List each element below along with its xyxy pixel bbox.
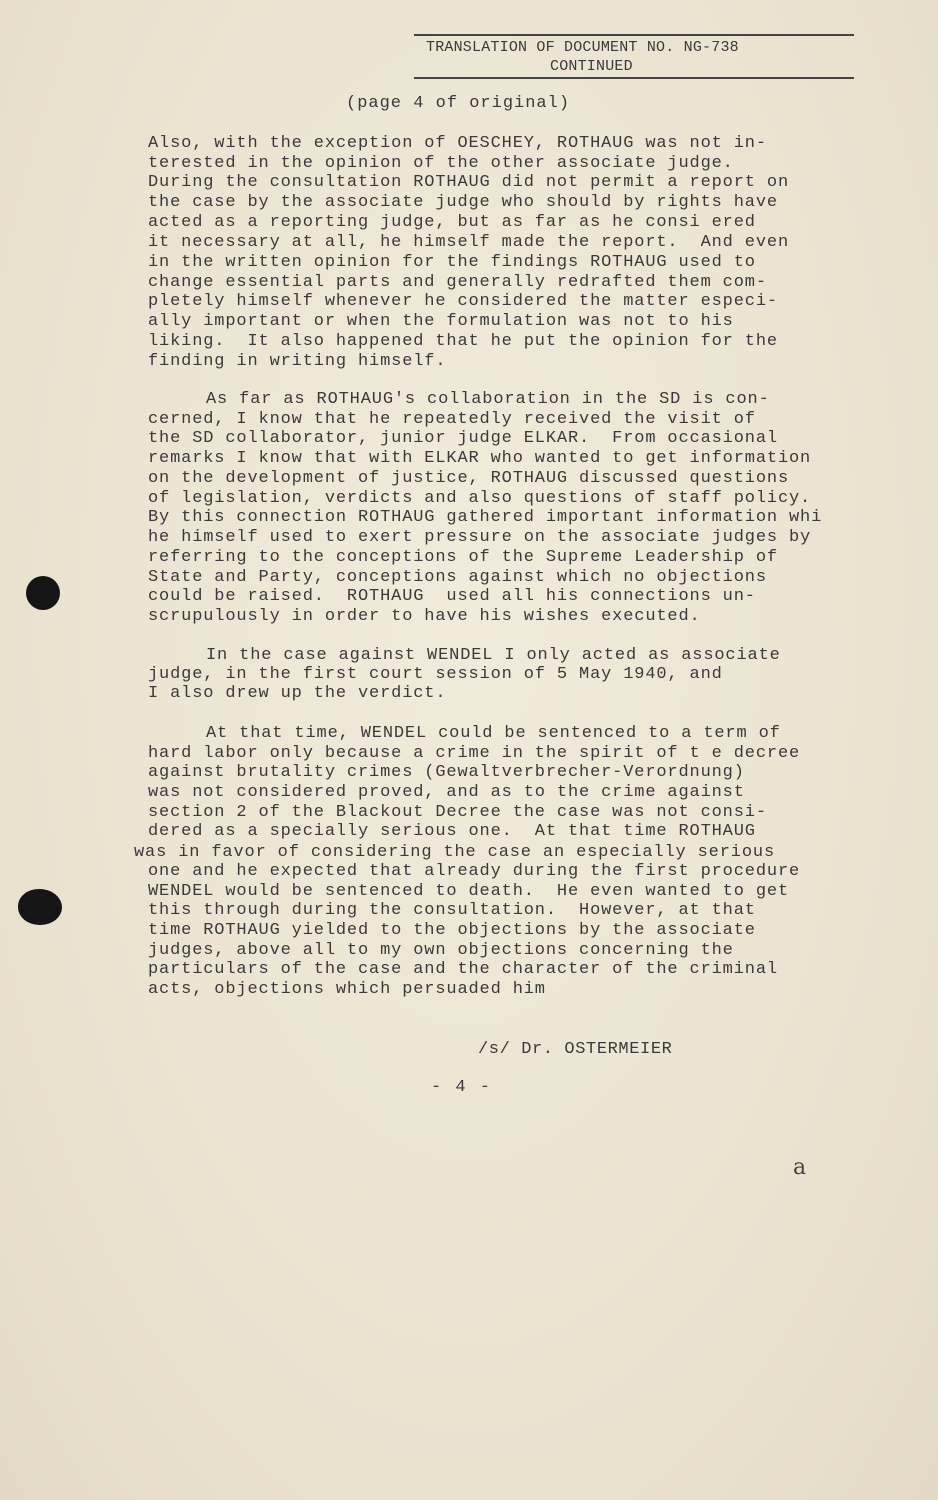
body-line: scrupulously in order to have his wishes executed. — [148, 607, 701, 626]
body-line: was not considered proved, and as to the crime against — [148, 783, 745, 802]
punch-hole-icon — [26, 576, 60, 610]
page-reference: (page 4 of original) — [346, 94, 571, 113]
body-line: he himself used to exert pressure on the associate judges by — [148, 528, 812, 547]
body-line: hard labor only because a crime in the spirit of t e decree — [148, 744, 801, 763]
body-line: against brutality crimes (Gewaltverbrecher-Verordnung) — [148, 763, 745, 782]
handwritten-mark: a — [793, 1155, 807, 1180]
body-line: Also, with the exception of OESCHEY, ROTHAUG was not in- — [148, 134, 767, 153]
body-line: As far as ROTHAUG's collaboration in the SD is con- — [206, 390, 770, 409]
body-line: the case by the associate judge who should by rights have — [148, 193, 778, 212]
body-line: At that time, WENDEL could be sentenced to a term of — [206, 724, 781, 743]
body-line: judges, above all to my own objections concerning the — [148, 941, 734, 960]
punch-hole-icon — [18, 889, 62, 925]
body-line: change essential parts and generally redrafted them com- — [148, 273, 767, 292]
body-line: ally important or when the formulation was not to his — [148, 312, 734, 331]
body-line: time ROTHAUG yielded to the objections by the associate — [148, 921, 756, 940]
body-line: pletely himself whenever he considered the matter especi- — [148, 292, 778, 311]
header-continued: CONTINUED — [550, 58, 633, 75]
body-line: acts, objections which persuaded him — [148, 980, 546, 999]
body-line: WENDEL would be sentenced to death. He even wanted to get — [148, 882, 789, 901]
body-line: State and Party, conceptions against which no objections — [148, 568, 767, 587]
body-line: remarks I know that with ELKAR who wanted to get information — [148, 449, 812, 468]
body-line: could be raised. ROTHAUG used all his connections un- — [148, 587, 756, 606]
body-line: I also drew up the verdict. — [148, 684, 447, 703]
body-line: referring to the conceptions of the Supreme Leadership of — [148, 548, 778, 567]
body-line: it necessary at all, he himself made the report. And even — [148, 233, 789, 252]
body-line: By this connection ROTHAUG gathered important information whi — [148, 508, 823, 527]
body-line: this through during the consultation. However, at that — [148, 901, 756, 920]
body-line: During the consultation ROTHAUG did not permit a report on — [148, 173, 789, 192]
body-line: dered as a specially serious one. At that time ROTHAUG — [148, 822, 756, 841]
body-line: was in favor of considering the case an especially serious — [134, 843, 775, 862]
body-line: terested in the opinion of the other associate judge. — [148, 154, 734, 173]
body-line: judge, in the first court session of 5 May 1940, and — [148, 665, 723, 684]
document-header — [414, 34, 854, 79]
signature: /s/ Dr. OSTERMEIER — [478, 1040, 673, 1059]
body-line: finding in writing himself. — [148, 352, 447, 371]
body-line: cerned, I know that he repeatedly received the visit of — [148, 410, 756, 429]
body-line: of legislation, verdicts and also questions of staff policy. — [148, 489, 812, 508]
body-line: acted as a reporting judge, but as far as he consi ered — [148, 213, 756, 232]
body-line: particulars of the case and the character of the criminal — [148, 960, 778, 979]
body-line: the SD collaborator, junior judge ELKAR. From occasional — [148, 429, 778, 448]
body-line: one and he expected that already during the first procedure — [148, 862, 801, 881]
body-line: in the written opinion for the findings ROTHAUG used to — [148, 253, 756, 272]
page-number: - 4 - — [431, 1078, 493, 1097]
body-line: liking. It also happened that he put the opinion for the — [148, 332, 778, 351]
body-line: In the case against WENDEL I only acted as associate — [206, 646, 781, 665]
body-line: on the development of justice, ROTHAUG discussed questions — [148, 469, 789, 488]
header-title: TRANSLATION OF DOCUMENT NO. NG-738 — [426, 39, 739, 56]
body-line: section 2 of the Blackout Decree the case was not consi- — [148, 803, 767, 822]
